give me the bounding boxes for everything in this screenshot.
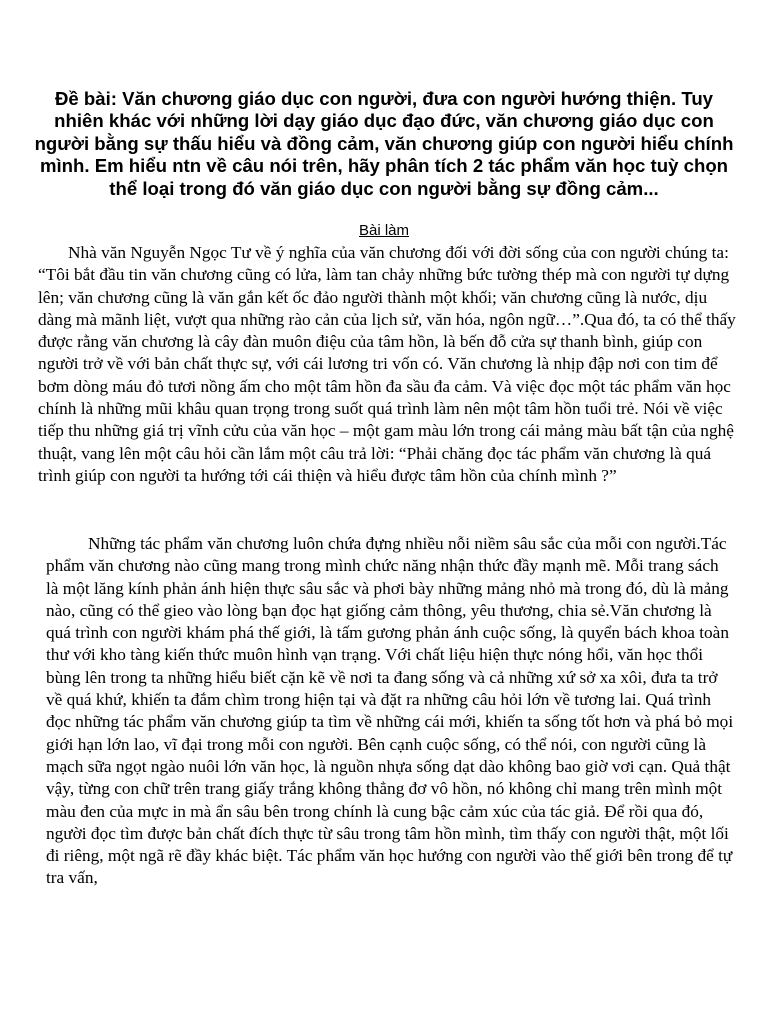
answer-heading: Bài làm — [358, 222, 410, 239]
essay-prompt-title: Đề bài: Văn chương giáo dục con người, đưa con người hướng thiện. Tuy nhiên khác với những lời dạy giáo dục đạo đức, văn chương giáo dục con người bằng sự thấu hiểu và đồng cảm, văn chương giúp con người hiểu chính mình. Em hiểu ntn về câu nói trên, hãy phân tích 2 tác phẩm văn học tuỳ chọn thể loại trong đó văn giáo dục con người bằng sự đồng cảm... — [34, 88, 734, 199]
body-paragraph-1: Nhà văn Nguyễn Ngọc Tư về ý nghĩa của văn chương đối với đời sống của con người chúng ta: “Tôi bắt đầu tin văn chương cũng có lửa, làm tan chảy những bức tường thép mà con người tự dựng lên; văn chương cũng là văn gắn kết ốc đảo người thành một khối; văn chương cũng là nước, dịu dàng mà mãnh liệt, vượt qua những rào cản của lịch sử, văn hóa, ngôn ngữ…”.Qua đó, ta có thể thấy được rằng văn chương là cây đàn muôn điệu của tâm hồn, là bến đỗ cửa sự thanh bình, giúp con người trở về với bản chất thực sự, với cái lương tri vốn có. Văn chương là nhịp đập nơi con tim để bơm dòng máu đỏ tươi nồng ấm cho một tâm hồn đa sầu đa cảm. Và việc đọc một tác phẩm văn học chính là những mũi khâu quan trọng trong suốt quá trình làm nên một tâm hồn tuổi trẻ. Nói về việc tiếp thu những giá trị vĩnh cửu của văn học – một gam màu lớn trong cái mảng màu bất tận của nghệ thuật, vang lên một câu hỏi cần lắm một câu trả lời: “Phải chăng đọc tác phẩm văn chương là quá trình giúp con người ta hướng tới cái thiện và hiểu được tâm hồn của chính mình ?” — [38, 243, 736, 485]
body-paragraph-2: Những tác phẩm văn chương luôn chứa đựng nhiều nỗi niềm sâu sắc của mỗi con người.Tác phẩm văn chương nào cũng mang trong mình chức năng nhận thức đầy mạnh mẽ. Mỗi trang sách là một lăng kính phản ánh hiện thực sâu sắc và phơi bày những mảng nhỏ mà trong đó, dù là mảng nào, cũng có thể gieo vào lòng bạn đọc hạt giống cảm thông, yêu thương, chia sẻ.Văn chương là quá trình con người khám phá thế giới, là tấm gương phản ánh cuộc sống, là quyển bách khoa toàn thư với kho tàng kiến thức muôn hình vạn trạng. Với chất liệu hiện thực nóng hổi, văn học thổi bùng lên trong ta những hiểu biết cặn kẽ về nơi ta đang sống và cả những xứ sở xa xôi, đưa ta trở về quá khứ, khiến ta đắm chìm trong hiện tại và đặt ra những câu hỏi lớn về tương lai. Quá trình đọc những tác phẩm văn chương giúp ta tìm về những cái mới, khiến ta sống tốt hơn và phá bỏ mọi giới hạn lớn lao, vĩ đại trong mỗi con người. Bên cạnh cuộc sống, có thể nói, con người cũng là mạch sữa ngọt ngào nuôi lớn văn học, là nguồn nhựa sống dạt dào không bao giờ vơi cạn. Quả thật vậy, từng con chữ trên trang giấy trắng không thẳng đơ vô hồn, nó không chỉ mang trên mình một màu đen của mực in mà ẩn sâu bên trong chính là cung bậc cảm xúc của tác giả. Để rồi qua đó, người đọc tìm được bản chất đích thực từ sâu trong tâm hồn mình, tìm thấy con người thật, một lối đi riêng, một ngã rẽ đầy khác biệt. Tác phẩm văn học hướng con người vào thế giới bên trong để tự tra vấn, — [46, 534, 734, 888]
